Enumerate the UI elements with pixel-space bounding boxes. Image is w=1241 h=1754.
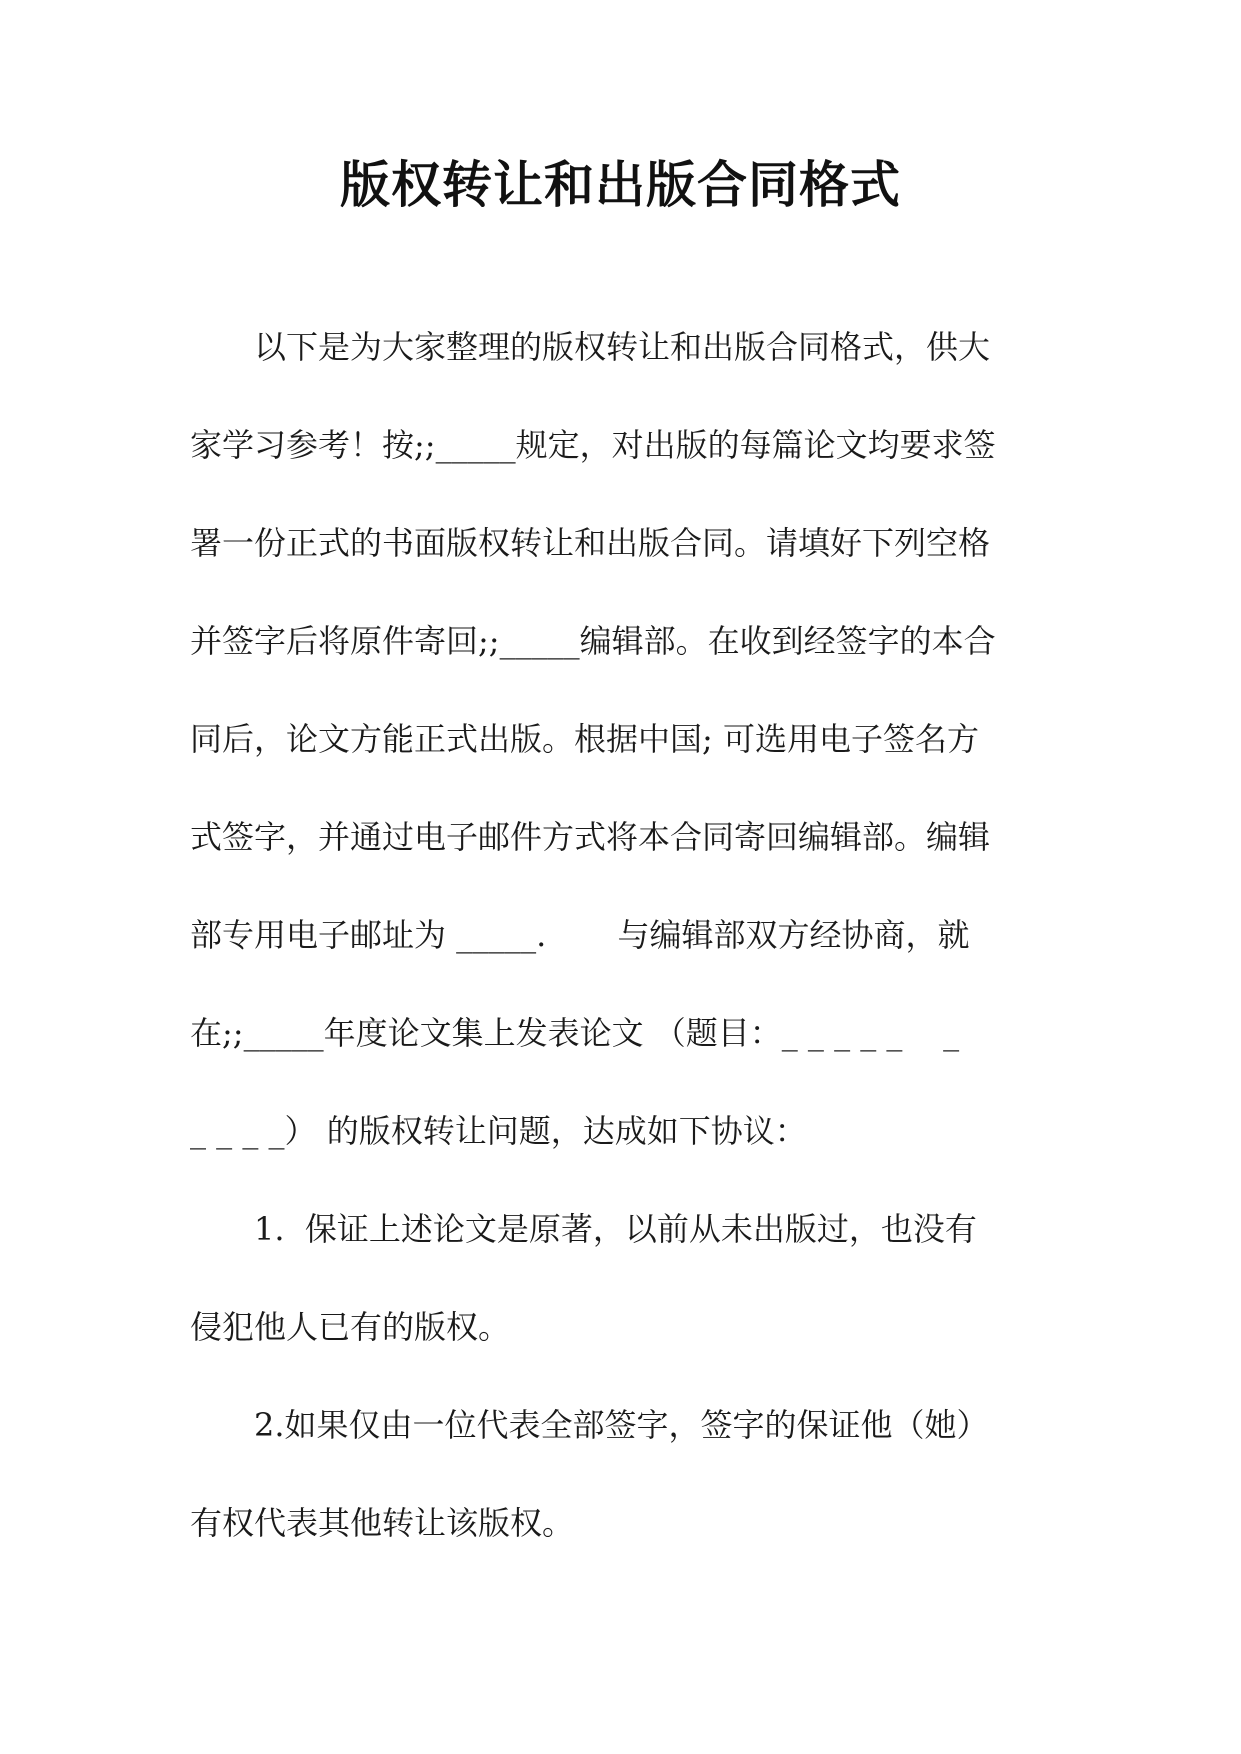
body-line: 署一份正式的书面版权转让和出版合同。请填好下列空格 (190, 524, 991, 562)
body-line: 同后，论文方能正式出版。根据中国; 可选用电子签名方 (190, 720, 979, 758)
body-line: 家学习参考！按;;_____规定，对出版的每篇论文均要求签 (190, 426, 996, 464)
body-line: 式签字，并通过电子邮件方式将本合同寄回编辑部。编辑 (190, 818, 991, 856)
body-line: 并签字后将原件寄回;;_____编辑部。在收到经签字的本合 (190, 622, 996, 660)
document-body (190, 298, 1040, 1572)
body-line: 有权代表其他转让该版权。 (190, 1504, 575, 1542)
body-line: _ _ _ _） 的版权转让问题，达成如下协议： (190, 1112, 807, 1150)
body-line: 1. 保证上述论文是原著，以前从未出版过，也没有 (190, 1210, 977, 1248)
document-title: 版权转让和出版合同格式 (340, 156, 901, 214)
body-line: 部专用电子邮址为 _____. 与编辑部双方经协商，就 (190, 916, 970, 954)
body-line: 在;;_____年度论文集上发表论文 （题目：_ _ _ _ _ _ (190, 1014, 960, 1052)
body-line: 2.如果仅由一位代表全部签字，签字的保证他（她） (190, 1406, 989, 1444)
body-line: 侵犯他人已有的版权。 (190, 1308, 511, 1346)
body-line: 以下是为大家整理的版权转让和出版合同格式，供大 (190, 328, 991, 366)
